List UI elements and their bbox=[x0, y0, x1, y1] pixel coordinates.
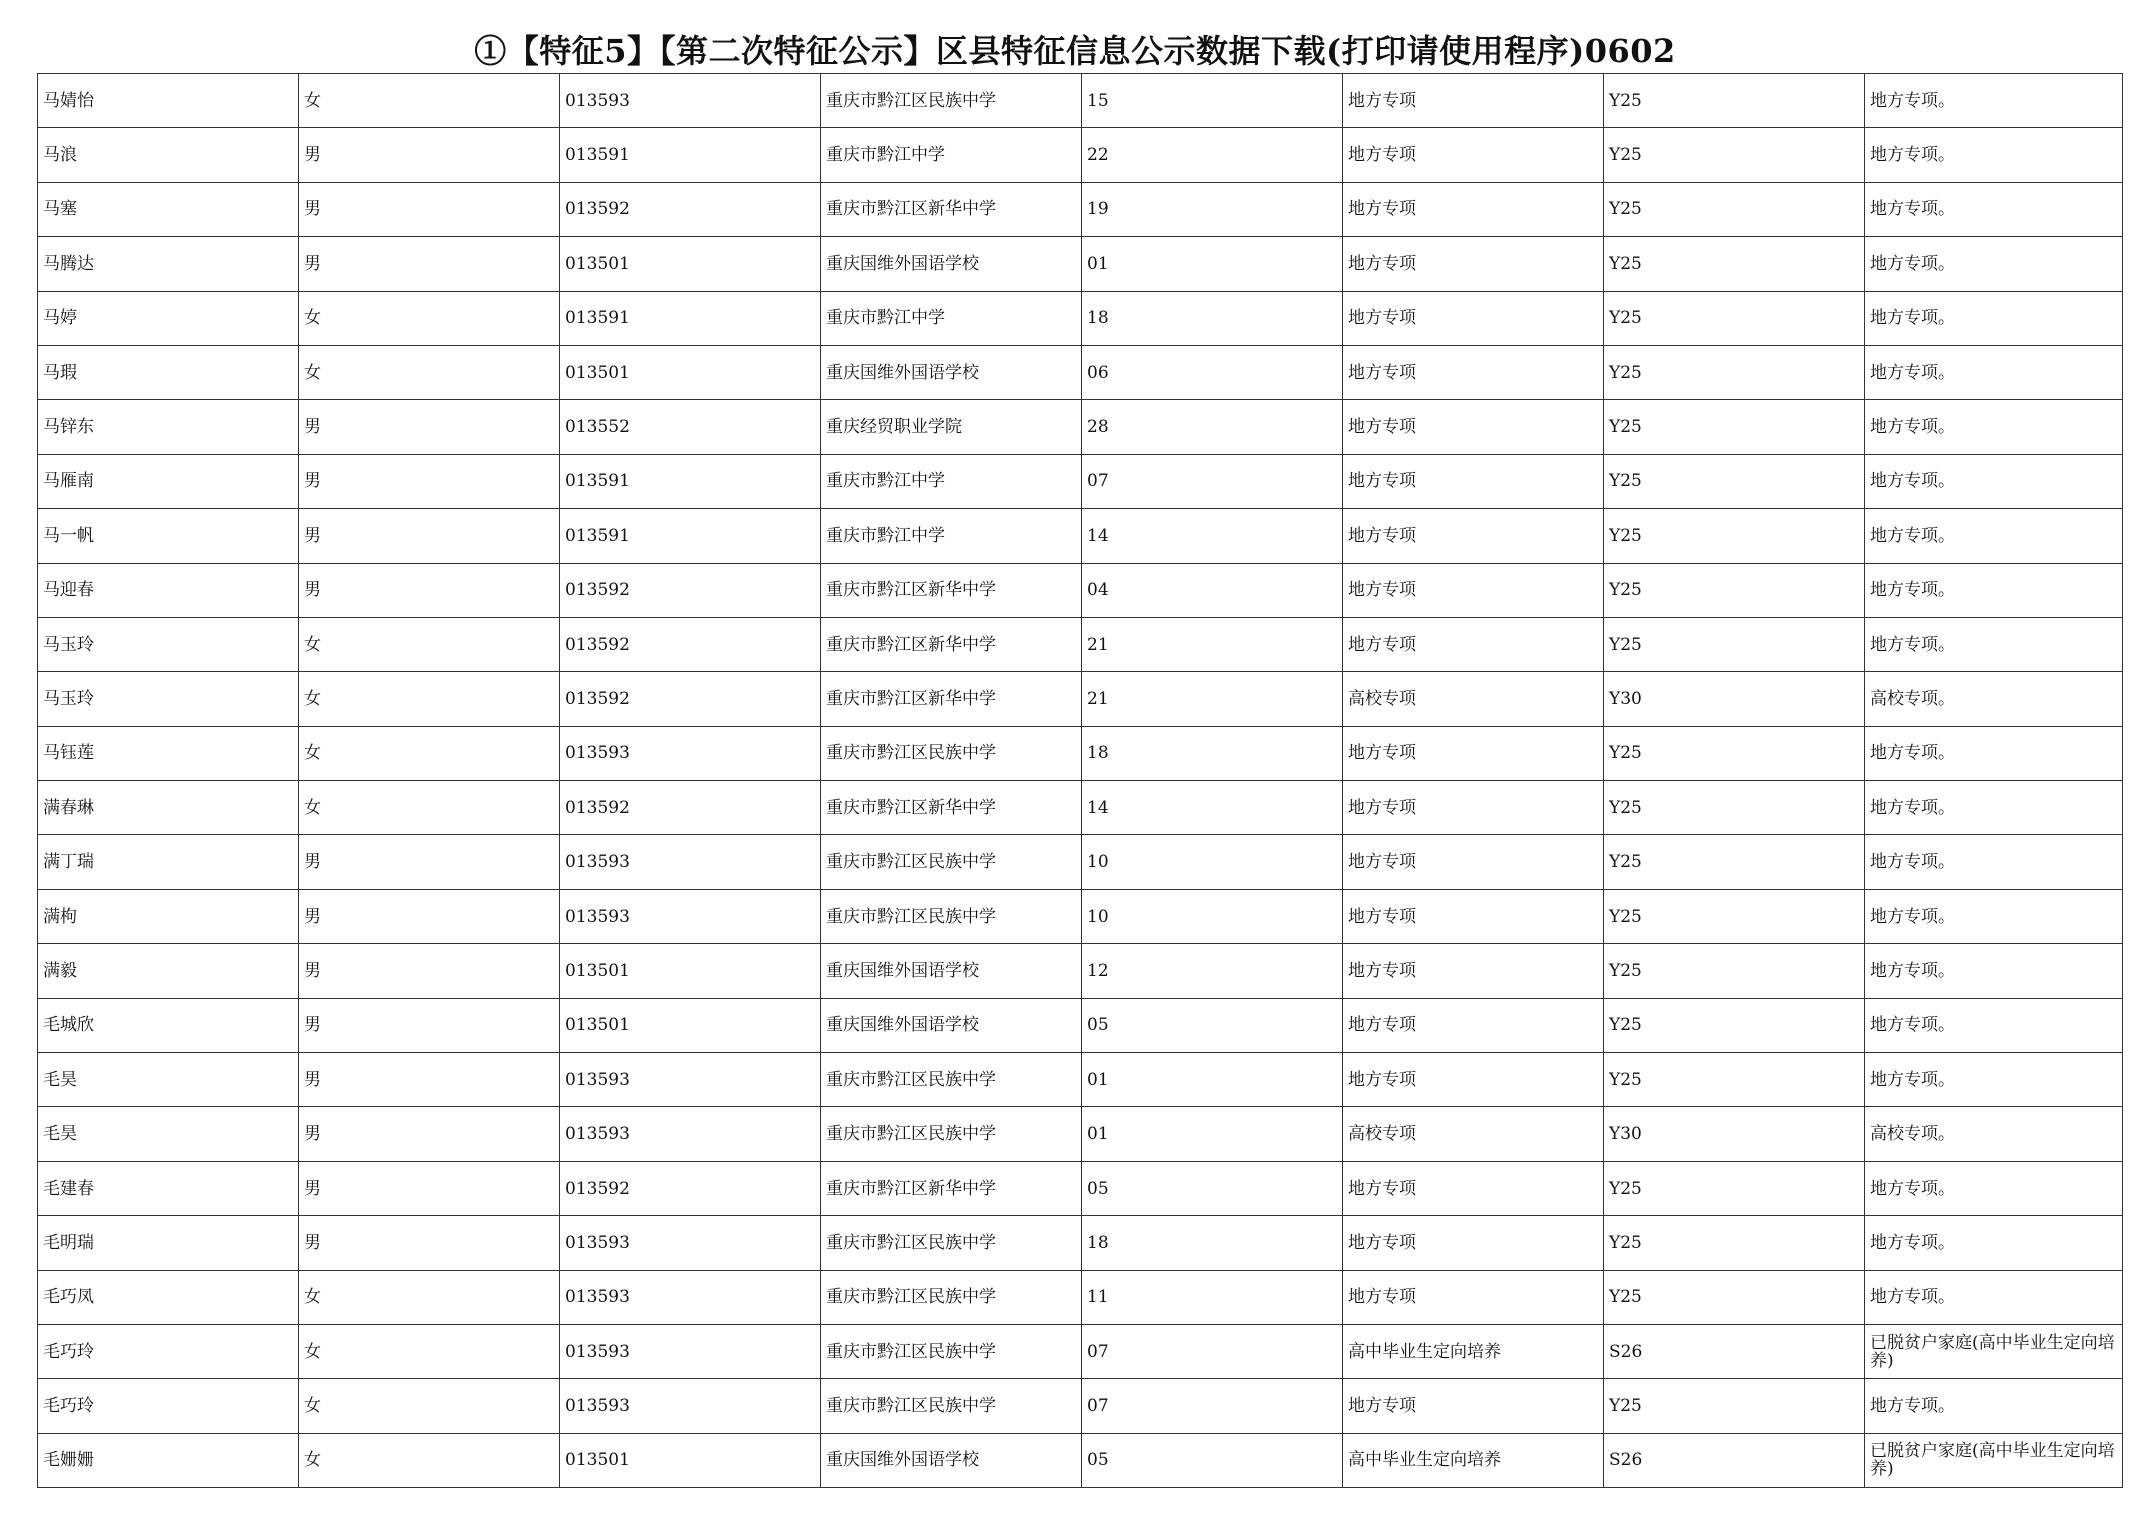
name-cell: 马婧怡 bbox=[38, 74, 299, 128]
name-cell: 满枸 bbox=[38, 889, 299, 943]
class-cell: 19 bbox=[1082, 182, 1343, 236]
table-row bbox=[38, 726, 2123, 780]
school-cell: 重庆国维外国语学校 bbox=[821, 1433, 1082, 1487]
gender-cell: 男 bbox=[299, 237, 560, 291]
category-cell: 高校专项 bbox=[1343, 672, 1604, 726]
category-cell: 地方专项 bbox=[1343, 1161, 1604, 1215]
type-code-cell: Y30 bbox=[1604, 1107, 1865, 1161]
gender-cell: 男 bbox=[299, 1161, 560, 1215]
category-cell: 高中毕业生定向培养 bbox=[1343, 1324, 1604, 1378]
category-cell: 地方专项 bbox=[1343, 237, 1604, 291]
gender-cell: 男 bbox=[299, 128, 560, 182]
name-cell: 满丁瑞 bbox=[38, 835, 299, 889]
table-row bbox=[38, 617, 2123, 671]
table-row bbox=[38, 672, 2123, 726]
category-cell: 地方专项 bbox=[1343, 944, 1604, 998]
type-code-cell: Y30 bbox=[1604, 672, 1865, 726]
table-row bbox=[38, 1107, 2123, 1161]
class-cell: 06 bbox=[1082, 345, 1343, 399]
code-cell: 013501 bbox=[560, 998, 821, 1052]
category-cell: 地方专项 bbox=[1343, 345, 1604, 399]
remark-cell: 地方专项。 bbox=[1865, 400, 2123, 454]
type-code-cell: Y25 bbox=[1604, 835, 1865, 889]
class-cell: 10 bbox=[1082, 835, 1343, 889]
remark-cell: 地方专项。 bbox=[1865, 454, 2123, 508]
class-cell: 18 bbox=[1082, 291, 1343, 345]
table-row bbox=[38, 1379, 2123, 1433]
school-cell: 重庆市黔江中学 bbox=[821, 454, 1082, 508]
school-cell: 重庆国维外国语学校 bbox=[821, 944, 1082, 998]
school-cell: 重庆市黔江区民族中学 bbox=[821, 1379, 1082, 1433]
gender-cell: 男 bbox=[299, 1107, 560, 1161]
category-cell: 地方专项 bbox=[1343, 1379, 1604, 1433]
gender-cell: 男 bbox=[299, 1053, 560, 1107]
name-cell: 满春琳 bbox=[38, 781, 299, 835]
code-cell: 013593 bbox=[560, 726, 821, 780]
class-cell: 05 bbox=[1082, 1433, 1343, 1487]
code-cell: 013592 bbox=[560, 781, 821, 835]
gender-cell: 女 bbox=[299, 1270, 560, 1324]
document-title: ①【特征5】【第二次特征公示】区县特征信息公示数据下载(打印请使用程序)0602 bbox=[474, 32, 1676, 70]
category-cell: 高中毕业生定向培养 bbox=[1343, 1433, 1604, 1487]
gender-cell: 男 bbox=[299, 454, 560, 508]
school-cell: 重庆经贸职业学院 bbox=[821, 400, 1082, 454]
remark-cell: 地方专项。 bbox=[1865, 1379, 2123, 1433]
class-cell: 07 bbox=[1082, 454, 1343, 508]
type-code-cell: Y25 bbox=[1604, 726, 1865, 780]
class-cell: 28 bbox=[1082, 400, 1343, 454]
school-cell: 重庆市黔江区新华中学 bbox=[821, 1161, 1082, 1215]
name-cell: 马瑕 bbox=[38, 345, 299, 399]
class-cell: 22 bbox=[1082, 128, 1343, 182]
table-row bbox=[38, 1433, 2123, 1487]
gender-cell: 男 bbox=[299, 563, 560, 617]
name-cell: 马锌东 bbox=[38, 400, 299, 454]
type-code-cell: Y25 bbox=[1604, 74, 1865, 128]
table-row bbox=[38, 509, 2123, 563]
table-row bbox=[38, 454, 2123, 508]
remark-cell: 地方专项。 bbox=[1865, 998, 2123, 1052]
name-cell: 毛昊 bbox=[38, 1107, 299, 1161]
remark-cell: 已脱贫户家庭(高中毕业生定向培养) bbox=[1865, 1324, 2123, 1378]
class-cell: 18 bbox=[1082, 726, 1343, 780]
category-cell: 地方专项 bbox=[1343, 400, 1604, 454]
table-body bbox=[38, 74, 2123, 1488]
remark-cell: 地方专项。 bbox=[1865, 74, 2123, 128]
type-code-cell: Y25 bbox=[1604, 944, 1865, 998]
gender-cell: 女 bbox=[299, 345, 560, 399]
school-cell: 重庆市黔江区民族中学 bbox=[821, 1216, 1082, 1270]
table-row bbox=[38, 345, 2123, 399]
type-code-cell: Y25 bbox=[1604, 454, 1865, 508]
table-row bbox=[38, 889, 2123, 943]
remark-cell: 地方专项。 bbox=[1865, 563, 2123, 617]
code-cell: 013592 bbox=[560, 672, 821, 726]
table-row bbox=[38, 1216, 2123, 1270]
school-cell: 重庆市黔江区民族中学 bbox=[821, 1053, 1082, 1107]
type-code-cell: Y25 bbox=[1604, 617, 1865, 671]
remark-cell: 地方专项。 bbox=[1865, 128, 2123, 182]
gender-cell: 男 bbox=[299, 182, 560, 236]
code-cell: 013593 bbox=[560, 1107, 821, 1161]
class-cell: 01 bbox=[1082, 1107, 1343, 1161]
school-cell: 重庆市黔江中学 bbox=[821, 291, 1082, 345]
code-cell: 013591 bbox=[560, 509, 821, 563]
type-code-cell: Y25 bbox=[1604, 1379, 1865, 1433]
gender-cell: 男 bbox=[299, 889, 560, 943]
class-cell: 18 bbox=[1082, 1216, 1343, 1270]
records-table-container bbox=[37, 73, 2122, 1488]
name-cell: 马腾达 bbox=[38, 237, 299, 291]
school-cell: 重庆市黔江区新华中学 bbox=[821, 781, 1082, 835]
category-cell: 地方专项 bbox=[1343, 726, 1604, 780]
remark-cell: 高校专项。 bbox=[1865, 672, 2123, 726]
remark-cell: 地方专项。 bbox=[1865, 781, 2123, 835]
school-cell: 重庆市黔江中学 bbox=[821, 509, 1082, 563]
gender-cell: 男 bbox=[299, 400, 560, 454]
gender-cell: 女 bbox=[299, 726, 560, 780]
name-cell: 满毅 bbox=[38, 944, 299, 998]
name-cell: 毛昊 bbox=[38, 1053, 299, 1107]
gender-cell: 女 bbox=[299, 617, 560, 671]
category-cell: 地方专项 bbox=[1343, 509, 1604, 563]
code-cell: 013592 bbox=[560, 617, 821, 671]
remark-cell: 地方专项。 bbox=[1865, 1053, 2123, 1107]
class-cell: 21 bbox=[1082, 672, 1343, 726]
remark-cell: 地方专项。 bbox=[1865, 944, 2123, 998]
code-cell: 013552 bbox=[560, 400, 821, 454]
school-cell: 重庆市黔江区民族中学 bbox=[821, 1270, 1082, 1324]
category-cell: 地方专项 bbox=[1343, 1270, 1604, 1324]
code-cell: 013593 bbox=[560, 1053, 821, 1107]
class-cell: 07 bbox=[1082, 1324, 1343, 1378]
name-cell: 马玉玲 bbox=[38, 617, 299, 671]
class-cell: 01 bbox=[1082, 237, 1343, 291]
remark-cell: 地方专项。 bbox=[1865, 617, 2123, 671]
code-cell: 013593 bbox=[560, 74, 821, 128]
type-code-cell: Y25 bbox=[1604, 889, 1865, 943]
category-cell: 地方专项 bbox=[1343, 454, 1604, 508]
gender-cell: 男 bbox=[299, 509, 560, 563]
name-cell: 毛巧凤 bbox=[38, 1270, 299, 1324]
name-cell: 马婷 bbox=[38, 291, 299, 345]
code-cell: 013591 bbox=[560, 454, 821, 508]
type-code-cell: Y25 bbox=[1604, 128, 1865, 182]
name-cell: 马浪 bbox=[38, 128, 299, 182]
table-row bbox=[38, 944, 2123, 998]
type-code-cell: Y25 bbox=[1604, 1270, 1865, 1324]
table-row bbox=[38, 781, 2123, 835]
code-cell: 013593 bbox=[560, 1216, 821, 1270]
name-cell: 毛城欣 bbox=[38, 998, 299, 1052]
table-row bbox=[38, 400, 2123, 454]
category-cell: 地方专项 bbox=[1343, 889, 1604, 943]
school-cell: 重庆国维外国语学校 bbox=[821, 345, 1082, 399]
type-code-cell: Y25 bbox=[1604, 1216, 1865, 1270]
type-code-cell: Y25 bbox=[1604, 291, 1865, 345]
school-cell: 重庆市黔江区民族中学 bbox=[821, 74, 1082, 128]
class-cell: 21 bbox=[1082, 617, 1343, 671]
gender-cell: 女 bbox=[299, 1379, 560, 1433]
name-cell: 马雁南 bbox=[38, 454, 299, 508]
school-cell: 重庆市黔江区新华中学 bbox=[821, 672, 1082, 726]
table-row bbox=[38, 182, 2123, 236]
table-row bbox=[38, 1324, 2123, 1378]
remark-cell: 地方专项。 bbox=[1865, 182, 2123, 236]
code-cell: 013593 bbox=[560, 889, 821, 943]
type-code-cell: Y25 bbox=[1604, 400, 1865, 454]
type-code-cell: S26 bbox=[1604, 1324, 1865, 1378]
category-cell: 地方专项 bbox=[1343, 781, 1604, 835]
code-cell: 013591 bbox=[560, 128, 821, 182]
table-row bbox=[38, 128, 2123, 182]
name-cell: 马一帆 bbox=[38, 509, 299, 563]
records-table bbox=[37, 73, 2123, 1488]
code-cell: 013501 bbox=[560, 345, 821, 399]
school-cell: 重庆市黔江区民族中学 bbox=[821, 889, 1082, 943]
gender-cell: 男 bbox=[299, 944, 560, 998]
code-cell: 013592 bbox=[560, 563, 821, 617]
class-cell: 11 bbox=[1082, 1270, 1343, 1324]
table-row bbox=[38, 1270, 2123, 1324]
name-cell: 马钰莲 bbox=[38, 726, 299, 780]
name-cell: 马迎春 bbox=[38, 563, 299, 617]
category-cell: 地方专项 bbox=[1343, 998, 1604, 1052]
class-cell: 10 bbox=[1082, 889, 1343, 943]
class-cell: 15 bbox=[1082, 74, 1343, 128]
remark-cell: 地方专项。 bbox=[1865, 726, 2123, 780]
remark-cell: 地方专项。 bbox=[1865, 345, 2123, 399]
type-code-cell: Y25 bbox=[1604, 781, 1865, 835]
category-cell: 地方专项 bbox=[1343, 617, 1604, 671]
table-row bbox=[38, 291, 2123, 345]
class-cell: 05 bbox=[1082, 998, 1343, 1052]
code-cell: 013592 bbox=[560, 182, 821, 236]
category-cell: 地方专项 bbox=[1343, 128, 1604, 182]
school-cell: 重庆市黔江区民族中学 bbox=[821, 1324, 1082, 1378]
remark-cell: 高校专项。 bbox=[1865, 1107, 2123, 1161]
type-code-cell: Y25 bbox=[1604, 237, 1865, 291]
name-cell: 马玉玲 bbox=[38, 672, 299, 726]
gender-cell: 女 bbox=[299, 291, 560, 345]
class-cell: 01 bbox=[1082, 1053, 1343, 1107]
table-row bbox=[38, 1161, 2123, 1215]
type-code-cell: Y25 bbox=[1604, 1053, 1865, 1107]
school-cell: 重庆市黔江区新华中学 bbox=[821, 617, 1082, 671]
code-cell: 013593 bbox=[560, 1324, 821, 1378]
code-cell: 013501 bbox=[560, 1433, 821, 1487]
type-code-cell: Y25 bbox=[1604, 563, 1865, 617]
gender-cell: 男 bbox=[299, 835, 560, 889]
category-cell: 地方专项 bbox=[1343, 182, 1604, 236]
school-cell: 重庆市黔江中学 bbox=[821, 128, 1082, 182]
type-code-cell: Y25 bbox=[1604, 345, 1865, 399]
gender-cell: 女 bbox=[299, 781, 560, 835]
gender-cell: 女 bbox=[299, 672, 560, 726]
name-cell: 毛明瑞 bbox=[38, 1216, 299, 1270]
school-cell: 重庆市黔江区民族中学 bbox=[821, 1107, 1082, 1161]
school-cell: 重庆市黔江区民族中学 bbox=[821, 726, 1082, 780]
remark-cell: 地方专项。 bbox=[1865, 889, 2123, 943]
table-row bbox=[38, 835, 2123, 889]
remark-cell: 地方专项。 bbox=[1865, 835, 2123, 889]
gender-cell: 女 bbox=[299, 1324, 560, 1378]
school-cell: 重庆市黔江区新华中学 bbox=[821, 182, 1082, 236]
gender-cell: 男 bbox=[299, 998, 560, 1052]
code-cell: 013501 bbox=[560, 237, 821, 291]
name-cell: 毛姗姗 bbox=[38, 1433, 299, 1487]
category-cell: 地方专项 bbox=[1343, 835, 1604, 889]
class-cell: 14 bbox=[1082, 509, 1343, 563]
category-cell: 地方专项 bbox=[1343, 291, 1604, 345]
remark-cell: 地方专项。 bbox=[1865, 1216, 2123, 1270]
class-cell: 05 bbox=[1082, 1161, 1343, 1215]
name-cell: 毛建春 bbox=[38, 1161, 299, 1215]
remark-cell: 地方专项。 bbox=[1865, 291, 2123, 345]
category-cell: 地方专项 bbox=[1343, 74, 1604, 128]
name-cell: 马塞 bbox=[38, 182, 299, 236]
category-cell: 地方专项 bbox=[1343, 563, 1604, 617]
table-row bbox=[38, 563, 2123, 617]
table-row bbox=[38, 1053, 2123, 1107]
remark-cell: 已脱贫户家庭(高中毕业生定向培养) bbox=[1865, 1433, 2123, 1487]
table-row bbox=[38, 998, 2123, 1052]
remark-cell: 地方专项。 bbox=[1865, 509, 2123, 563]
table-row bbox=[38, 237, 2123, 291]
code-cell: 013592 bbox=[560, 1161, 821, 1215]
remark-cell: 地方专项。 bbox=[1865, 1161, 2123, 1215]
type-code-cell: Y25 bbox=[1604, 509, 1865, 563]
gender-cell: 女 bbox=[299, 1433, 560, 1487]
gender-cell: 女 bbox=[299, 74, 560, 128]
name-cell: 毛巧玲 bbox=[38, 1324, 299, 1378]
type-code-cell: Y25 bbox=[1604, 1161, 1865, 1215]
type-code-cell: Y25 bbox=[1604, 182, 1865, 236]
category-cell: 高校专项 bbox=[1343, 1107, 1604, 1161]
code-cell: 013593 bbox=[560, 1379, 821, 1433]
class-cell: 14 bbox=[1082, 781, 1343, 835]
class-cell: 07 bbox=[1082, 1379, 1343, 1433]
class-cell: 12 bbox=[1082, 944, 1343, 998]
remark-cell: 地方专项。 bbox=[1865, 237, 2123, 291]
code-cell: 013501 bbox=[560, 944, 821, 998]
school-cell: 重庆市黔江区新华中学 bbox=[821, 563, 1082, 617]
school-cell: 重庆国维外国语学校 bbox=[821, 237, 1082, 291]
code-cell: 013591 bbox=[560, 291, 821, 345]
code-cell: 013593 bbox=[560, 835, 821, 889]
category-cell: 地方专项 bbox=[1343, 1053, 1604, 1107]
code-cell: 013593 bbox=[560, 1270, 821, 1324]
class-cell: 04 bbox=[1082, 563, 1343, 617]
table-row bbox=[38, 74, 2123, 128]
type-code-cell: S26 bbox=[1604, 1433, 1865, 1487]
school-cell: 重庆市黔江区民族中学 bbox=[821, 835, 1082, 889]
school-cell: 重庆国维外国语学校 bbox=[821, 998, 1082, 1052]
remark-cell: 地方专项。 bbox=[1865, 1270, 2123, 1324]
category-cell: 地方专项 bbox=[1343, 1216, 1604, 1270]
gender-cell: 男 bbox=[299, 1216, 560, 1270]
name-cell: 毛巧玲 bbox=[38, 1379, 299, 1433]
type-code-cell: Y25 bbox=[1604, 998, 1865, 1052]
